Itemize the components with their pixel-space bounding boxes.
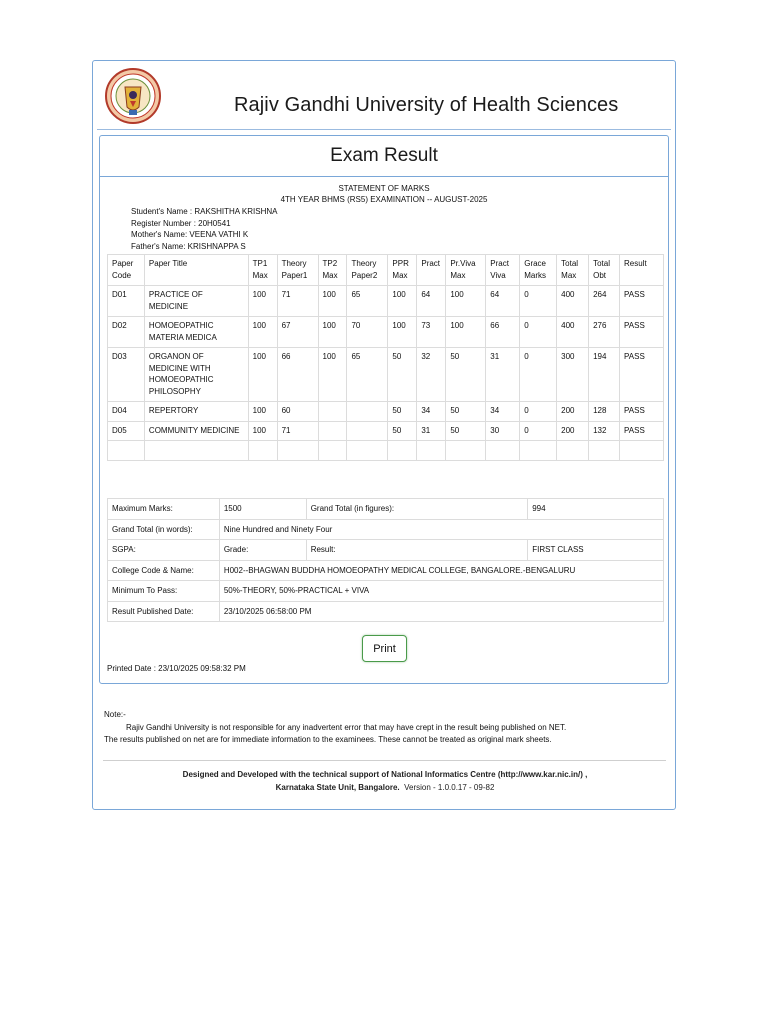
summary-row xyxy=(108,519,664,540)
table-cell: PASS xyxy=(620,402,664,422)
table-cell: 194 xyxy=(589,348,620,402)
table-cell: 50 xyxy=(446,421,486,441)
col-header: Grace Marks xyxy=(520,255,557,286)
grand-total-figures-value: 994 xyxy=(528,499,664,520)
table-cell: 0 xyxy=(520,286,557,317)
table-cell: 50 xyxy=(388,421,417,441)
table-cell: HOMOEOPATHIC MATERIA MEDICA xyxy=(144,317,248,348)
result-panel xyxy=(92,60,676,810)
divider xyxy=(103,760,666,761)
table-cell: 264 xyxy=(589,286,620,317)
table-row xyxy=(108,348,664,402)
table-cell: 100 xyxy=(248,286,277,317)
university-seal-logo xyxy=(103,67,163,125)
table-cell xyxy=(108,441,145,461)
table-cell: 276 xyxy=(589,317,620,348)
exam-result-title: Exam Result xyxy=(100,136,668,177)
table-cell: 100 xyxy=(248,317,277,348)
table-row xyxy=(108,286,664,317)
table-row xyxy=(108,441,664,461)
col-header: TP2 Max xyxy=(318,255,347,286)
table-cell: D04 xyxy=(108,402,145,422)
col-header: Result xyxy=(620,255,664,286)
table-cell: 71 xyxy=(277,286,318,317)
page-header xyxy=(97,61,671,130)
table-cell: PASS xyxy=(620,421,664,441)
table-cell: 132 xyxy=(589,421,620,441)
table-cell: 300 xyxy=(557,348,589,402)
summary-row xyxy=(108,540,664,561)
table-cell: 60 xyxy=(277,402,318,422)
table-cell: 66 xyxy=(277,348,318,402)
footer-line-2 xyxy=(93,781,677,794)
statement-heading xyxy=(100,183,668,205)
grand-total-words-value: Nine Hundred and Ninety Four xyxy=(219,519,663,540)
col-header: Total Obt xyxy=(589,255,620,286)
table-cell: 34 xyxy=(417,402,446,422)
published-date-label: Result Published Date: xyxy=(108,601,220,622)
table-cell: 0 xyxy=(520,421,557,441)
table-cell: 50 xyxy=(388,348,417,402)
table-cell: 32 xyxy=(417,348,446,402)
college-value: H002--BHAGWAN BUDDHA HOMOEOPATHY MEDICAL COLLEGE, BANGALORE.-BENGALURU xyxy=(219,560,663,581)
table-cell: 31 xyxy=(417,421,446,441)
table-cell: 100 xyxy=(388,286,417,317)
table-cell: 66 xyxy=(486,317,520,348)
table-cell xyxy=(486,441,520,461)
published-date-value: 23/10/2025 06:58:00 PM xyxy=(219,601,663,622)
table-cell: 0 xyxy=(520,317,557,348)
table-cell: 64 xyxy=(417,286,446,317)
table-cell: 200 xyxy=(557,402,589,422)
table-cell xyxy=(520,441,557,461)
table-cell: 100 xyxy=(318,286,347,317)
max-marks-value: 1500 xyxy=(219,499,306,520)
table-cell: 30 xyxy=(486,421,520,441)
table-cell: 50 xyxy=(388,402,417,422)
table-cell: PASS xyxy=(620,317,664,348)
table-cell: 100 xyxy=(248,348,277,402)
summary-row xyxy=(108,499,664,520)
result-value: FIRST CLASS xyxy=(528,540,664,561)
table-cell: D03 xyxy=(108,348,145,402)
table-cell: 73 xyxy=(417,317,446,348)
col-header: Pract xyxy=(417,255,446,286)
col-header: Pract Viva xyxy=(486,255,520,286)
table-cell: 65 xyxy=(347,286,388,317)
table-cell: ORGANON OF MEDICINE WITH HOMOEOPATHIC PHILOSOPHY xyxy=(144,348,248,402)
table-row xyxy=(108,421,664,441)
footer-line: Designed and Developed with the technical support of National Informatics Centre (http://www.kar.nic.in/) , xyxy=(182,770,588,779)
table-cell: 67 xyxy=(277,317,318,348)
table-cell xyxy=(620,441,664,461)
table-cell: 400 xyxy=(557,286,589,317)
table-cell: 100 xyxy=(318,348,347,402)
table-cell xyxy=(318,441,347,461)
col-header: Pr.Viva Max xyxy=(446,255,486,286)
printed-date: Printed Date : 23/10/2025 09:58:32 PM xyxy=(107,664,246,673)
note-heading: Note:- xyxy=(104,710,126,719)
note-line: Rajiv Gandhi University is not responsible for any inadvertent error that may have crept in the result being published on NET. xyxy=(126,722,567,732)
student-name: Student's Name : RAKSHITHA KRISHNA xyxy=(131,207,278,216)
col-header: Total Max xyxy=(557,255,589,286)
college-label: College Code & Name: xyxy=(108,560,220,581)
university-name: Rajiv Gandhi University of Health Sciences xyxy=(234,94,619,116)
footer-unit: Karnataka State Unit, Bangalore. xyxy=(275,783,400,792)
table-cell xyxy=(347,402,388,422)
table-cell: 400 xyxy=(557,317,589,348)
table-row xyxy=(108,317,664,348)
col-header: Theory Paper1 xyxy=(277,255,318,286)
table-cell: 200 xyxy=(557,421,589,441)
exam-result-box xyxy=(99,135,669,684)
table-cell xyxy=(388,441,417,461)
table-cell: 100 xyxy=(248,402,277,422)
table-cell: 0 xyxy=(520,348,557,402)
marks-table xyxy=(107,254,664,461)
student-info xyxy=(131,206,668,252)
table-row xyxy=(108,402,664,422)
marks-table-body xyxy=(108,286,664,461)
table-cell: 100 xyxy=(446,317,486,348)
max-marks-label: Maximum Marks: xyxy=(108,499,220,520)
table-cell: 100 xyxy=(248,421,277,441)
table-cell: 65 xyxy=(347,348,388,402)
summary-row xyxy=(108,581,664,602)
table-cell: 71 xyxy=(277,421,318,441)
summary-row xyxy=(108,601,664,622)
table-cell: 128 xyxy=(589,402,620,422)
table-cell: 34 xyxy=(486,402,520,422)
table-cell: 31 xyxy=(486,348,520,402)
table-cell: PRACTICE OF MEDICINE xyxy=(144,286,248,317)
table-cell: 100 xyxy=(446,286,486,317)
col-header: Paper Title xyxy=(144,255,248,286)
grand-total-figures-label: Grand Total (in figures): xyxy=(306,499,528,520)
table-cell: D05 xyxy=(108,421,145,441)
table-cell xyxy=(318,421,347,441)
table-cell: D02 xyxy=(108,317,145,348)
table-cell xyxy=(347,421,388,441)
table-cell xyxy=(347,441,388,461)
table-cell: D01 xyxy=(108,286,145,317)
table-cell: 100 xyxy=(388,317,417,348)
table-cell: 0 xyxy=(520,402,557,422)
print-button[interactable]: Print xyxy=(362,635,407,662)
footer xyxy=(93,768,677,794)
col-header: PPR Max xyxy=(388,255,417,286)
register-number: Register Number : 20H0541 xyxy=(131,218,231,228)
summary-table xyxy=(107,498,664,622)
table-cell: 50 xyxy=(446,402,486,422)
table-cell: PASS xyxy=(620,348,664,402)
table-cell xyxy=(318,402,347,422)
table-cell xyxy=(417,441,446,461)
table-cell xyxy=(446,441,486,461)
col-header: TP1 Max xyxy=(248,255,277,286)
sgpa-label: SGPA: xyxy=(108,540,220,561)
father-name: Father's Name: KRISHNAPPA S xyxy=(131,241,246,251)
grade-label: Grade: xyxy=(219,540,306,561)
disclaimer-note xyxy=(104,709,566,747)
marks-table-header xyxy=(108,255,664,286)
table-cell: 50 xyxy=(446,348,486,402)
version-text: Version - 1.0.0.17 - 09-82 xyxy=(404,783,495,792)
min-pass-label: Minimum To Pass: xyxy=(108,581,220,602)
table-cell: 100 xyxy=(318,317,347,348)
summary-row xyxy=(108,560,664,581)
table-cell: REPERTORY xyxy=(144,402,248,422)
table-cell: COMMUNITY MEDICINE xyxy=(144,421,248,441)
table-cell: 70 xyxy=(347,317,388,348)
col-header: Theory Paper2 xyxy=(347,255,388,286)
col-header: Paper Code xyxy=(108,255,145,286)
table-cell xyxy=(557,441,589,461)
table-cell xyxy=(277,441,318,461)
statement-of-marks: STATEMENT OF MARKS xyxy=(338,184,430,193)
result-label: Result: xyxy=(306,540,528,561)
min-pass-value: 50%-THEORY, 50%-PRACTICAL + VIVA xyxy=(219,581,663,602)
table-cell xyxy=(589,441,620,461)
exam-name: 4TH YEAR BHMS (RS5) EXAMINATION -- AUGUST-2025 xyxy=(280,195,488,204)
table-cell xyxy=(248,441,277,461)
table-cell: PASS xyxy=(620,286,664,317)
table-cell: 64 xyxy=(486,286,520,317)
mother-name: Mother's Name: VEENA VATHI K xyxy=(131,230,249,239)
note-line: The results published on net are for immediate information to the examinees. These cannot be treated as original mark sheets. xyxy=(104,735,552,744)
grand-total-words-label: Grand Total (in words): xyxy=(108,519,220,540)
table-cell xyxy=(144,441,248,461)
